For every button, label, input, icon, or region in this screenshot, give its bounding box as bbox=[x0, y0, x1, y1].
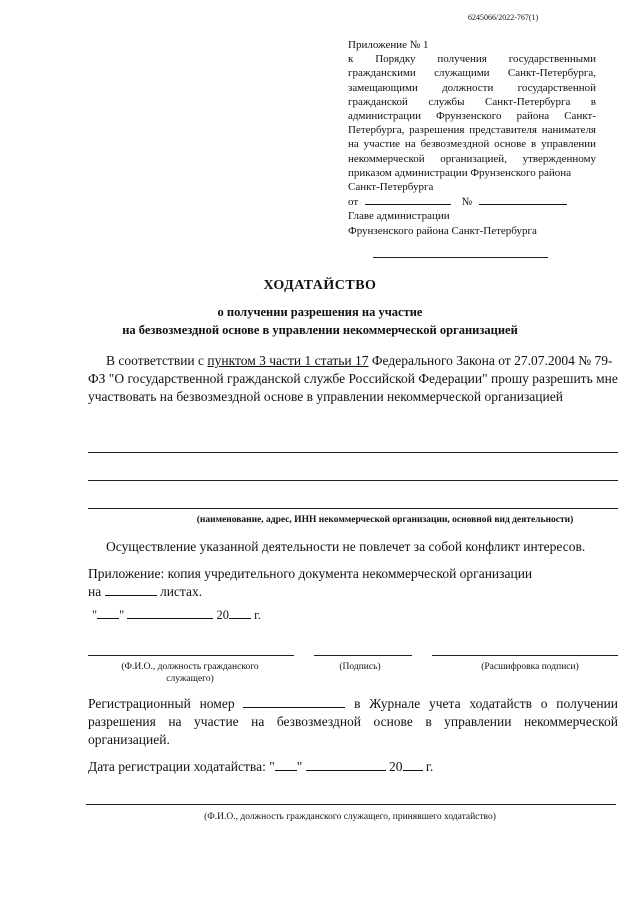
appendix-title: Приложение № 1 bbox=[348, 39, 429, 51]
fio-signature-line[interactable] bbox=[88, 655, 294, 656]
date-day-blank[interactable] bbox=[97, 608, 119, 619]
sheets-count-blank[interactable] bbox=[105, 585, 157, 596]
date-quote-close: " bbox=[119, 608, 125, 622]
registration-number-label: Регистрационный номер bbox=[88, 696, 235, 711]
org-line-1[interactable] bbox=[88, 452, 618, 453]
reg-day-blank[interactable] bbox=[275, 760, 297, 771]
registration-number-blank[interactable] bbox=[243, 697, 345, 708]
org-line-3[interactable] bbox=[88, 508, 618, 509]
attachment-line1: Приложение: копия учредительного документа некоммерческой организации bbox=[88, 566, 533, 581]
date-line bbox=[92, 606, 622, 624]
receiver-caption: (Ф.И.О., должность гражданского служащего, принявшего ходатайство) bbox=[204, 812, 496, 822]
registration-date-line bbox=[88, 758, 618, 776]
receiver-line[interactable] bbox=[86, 804, 616, 805]
appendix-body: к Порядку получения государственными гражданскими служащими Санкт-Петербурга, замещающими должности государственной гражданской службы Санкт-Петербурга в администрации Фрунзенского района Санкт-Петербурга, разрешения представителя нанимателя на участие на безвозмездной основе в управлении некоммерческой организацией, утвержденному приказом администрации Фрунзенского района bbox=[348, 53, 596, 179]
date-year-suffix: г. bbox=[254, 608, 261, 622]
request-paragraph bbox=[88, 352, 618, 406]
attachment-on-label: на bbox=[88, 584, 102, 599]
request-text-post: Федерального Закона от 27.07.2004 № 79-ФЗ "О государственной гражданской службе Российской Федерации" прошу разрешить мне участвовать на безвозмездной основе в управлении некоммерческой организацией bbox=[88, 353, 618, 404]
reg-year-suffix: г. bbox=[425, 759, 434, 774]
org-line-2[interactable] bbox=[88, 480, 618, 481]
registration-text: в Журнале учета ходатайств о получении разрешения на участие на безвозмездной основе в управлении некоммерческой организацией. bbox=[88, 696, 619, 747]
registration-paragraph bbox=[88, 695, 618, 749]
org-caption: (наименование, адрес, ИНН некоммерческой организации, основной вид деятельности) bbox=[196, 515, 574, 525]
appendix-city: Санкт-Петербурга bbox=[348, 181, 434, 194]
attachment-line2 bbox=[88, 583, 618, 601]
reg-month-blank[interactable] bbox=[306, 760, 386, 771]
reg-date-label: Дата регистрации ходатайства: " bbox=[88, 759, 275, 774]
conflict-statement: Осуществление указанной деятельности не повлечет за собой конфликт интересов. bbox=[106, 539, 586, 554]
date-year-blank[interactable] bbox=[229, 608, 251, 619]
fio-caption: (Ф.И.О., должность гражданского служащего) bbox=[121, 662, 259, 684]
reg-year-prefix: 20 bbox=[389, 759, 403, 774]
appendix-from-row bbox=[348, 194, 596, 209]
sign-caption: (Подпись) bbox=[339, 662, 381, 672]
number-label: № bbox=[461, 196, 473, 209]
from-date-blank[interactable] bbox=[365, 194, 451, 205]
attachment-sheets-label: листах. bbox=[159, 584, 203, 599]
document-subtitle-2: на безвозмездной основе в управлении некоммерческой организацией bbox=[122, 323, 518, 337]
addressee-line2: Фрунзенского района Санкт-Петербурга bbox=[348, 224, 537, 237]
decode-signature-line[interactable] bbox=[432, 655, 618, 656]
signature-line[interactable] bbox=[314, 655, 412, 656]
addressee-line1: Главе администрации bbox=[348, 210, 450, 223]
date-quote-open: " bbox=[92, 608, 98, 622]
date-year-prefix: 20 bbox=[216, 608, 229, 622]
document-title: ХОДАТАЙСТВО bbox=[263, 278, 377, 293]
from-label: от bbox=[348, 196, 359, 209]
document-number: 6245066/2022-767(1) bbox=[468, 13, 539, 22]
addressee-blank-line[interactable] bbox=[373, 257, 548, 258]
appendix-block bbox=[348, 38, 596, 238]
date-month-blank[interactable] bbox=[127, 608, 213, 619]
law-reference-link[interactable]: пунктом 3 части 1 статьи 17 bbox=[207, 353, 369, 368]
attachment-block bbox=[88, 565, 618, 601]
reg-quote-close: " bbox=[296, 759, 303, 774]
reg-year-blank[interactable] bbox=[403, 760, 423, 771]
number-blank[interactable] bbox=[479, 194, 567, 205]
request-text-pre: В соответствии с bbox=[106, 353, 208, 368]
document-subtitle-1: о получении разрешения на участие bbox=[217, 305, 423, 319]
decode-caption: (Расшифровка подписи) bbox=[481, 662, 579, 672]
